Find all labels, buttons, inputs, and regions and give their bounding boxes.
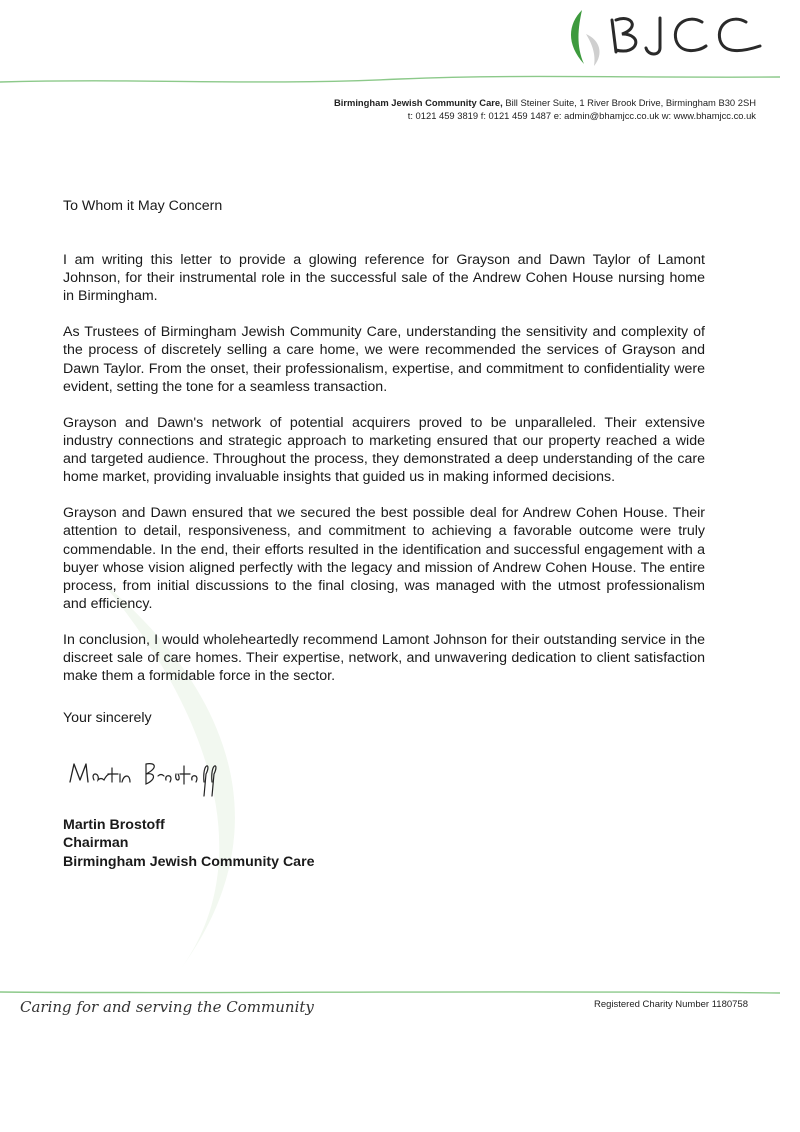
paragraph: As Trustees of Birmingham Jewish Community Care, understanding the sensitivity and complexity of the process of discretely selling a care home, we were recommended the services of Grayson and Dawn Taylor. From the onset, their professionalism, expertise, and commitment to confidentiality were evident, setting the tone for a seamless transaction. [63, 324, 705, 395]
paragraph: Grayson and Dawn ensured that we secured the best possible deal for Andrew Cohen House. Their attention to detail, responsiveness, and commitment to achieving a favorable outcome were truly commendable. In the end, their efforts resulted in the identification and successful engagement with a buyer whose vision aligned perfectly with the legacy and mission of Andrew Cohen House. The entire process, from initial discussions to the final closing, was managed with the utmost professionalism and efficiency. [63, 505, 705, 612]
closing: Your sincerely [63, 710, 152, 726]
letter-body [63, 251, 705, 703]
footer-tagline: Caring for and serving the Community [20, 998, 314, 1016]
paragraph: Grayson and Dawn's network of potential acquirers proved to be unparalleled. Their extensive industry connections and strategic approach to marketing ensured that our property reached a wide and targeted audience. Throughout the process, they demonstrated a deep understanding of the care home market, providing invaluable insights that guided us in making informed decisions. [63, 414, 705, 486]
letterhead-address [334, 97, 756, 122]
bjcc-logo [560, 4, 770, 70]
paragraph: I am writing this letter to provide a glowing reference for Grayson and Dawn Taylor of Lamont Johnson, for their instrumental role in the successful sale of the Andrew Cohen House nursing home in Birmingham. [63, 252, 705, 305]
postal-address: Bill Steiner Suite, 1 River Brook Drive, Birmingham B30 2SH [505, 97, 756, 108]
contact-details: t: 0121 459 3819 f: 0121 459 1487 e: admin@bhamjcc.co.uk w: www.bhamjcc.co.uk [407, 109, 756, 121]
header-rule [0, 70, 800, 90]
paragraph: In conclusion, I would wholeheartedly recommend Lamont Johnson for their outstanding service in the discreet sale of care homes. Their expertise, network, and unwavering dedication to client satisfaction make them a formidable force in the sector. [63, 631, 705, 685]
signatory-block [63, 816, 315, 871]
charity-number: Registered Charity Number 1180758 [593, 999, 748, 1010]
handwritten-signature [66, 752, 226, 802]
org-name: Birmingham Jewish Community Care, [333, 97, 503, 108]
signatory-organisation: Birmingham Jewish Community Care [63, 853, 315, 870]
signatory-name: Martin Brostoff [63, 817, 165, 833]
salutation: To Whom it May Concern [63, 198, 223, 214]
signatory-title: Chairman [63, 835, 129, 852]
